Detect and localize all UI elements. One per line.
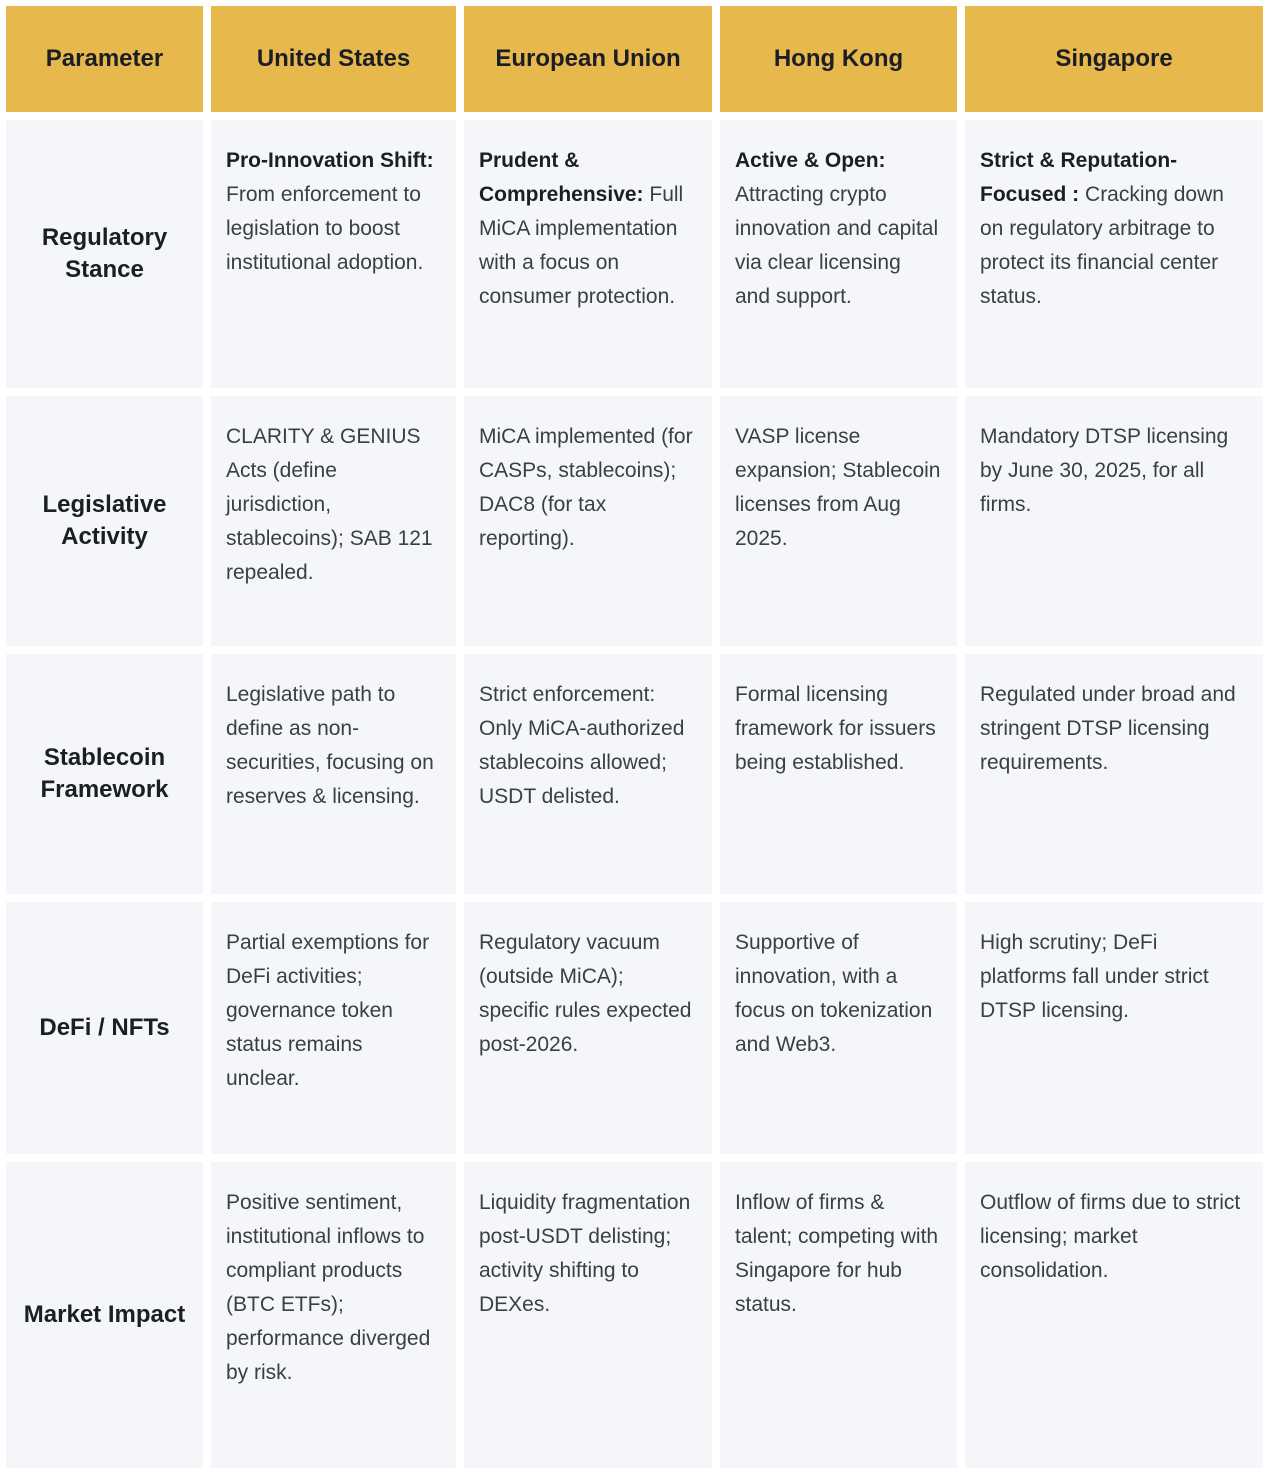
cell-text: Partial exemptions for DeFi activities; governance token status remains unclear. (226, 931, 430, 1090)
cell-text: Outflow of firms due to strict licensing; market consolidation. (980, 1191, 1241, 1282)
row-header-legislative-activity: Legislative Activity (6, 396, 203, 646)
cell-text: From enforcement to legislation to boost institutional adoption. (226, 183, 424, 274)
cell-defi-nfts-european-union (464, 902, 712, 1154)
cell-lead: Pro-Innovation Shift: (226, 149, 434, 172)
cell-regulatory-stance-european-union (464, 120, 712, 388)
cell-text: Mandatory DTSP licensing by June 30, 2025, for all firms. (980, 425, 1229, 516)
cell-market-impact-united-states (211, 1162, 456, 1468)
cell-text: Formal licensing framework for issuers being established. (735, 683, 936, 774)
cell-legislative-activity-singapore (965, 396, 1263, 646)
cell-text: Legislative path to define as non-securities, focusing on reserves & licensing. (226, 683, 434, 808)
cell-text: Cracking down on regulatory arbitrage to protect its financial center status. (980, 183, 1224, 308)
cell-market-impact-singapore (965, 1162, 1263, 1468)
column-header-hong-kong: Hong Kong (720, 6, 957, 112)
cell-text: Inflow of firms & talent; competing with Singapore for hub status. (735, 1191, 939, 1316)
column-header-singapore: Singapore (965, 6, 1263, 112)
row-header-defi-nfts: DeFi / NFTs (6, 902, 203, 1154)
cell-text: Attracting crypto innovation and capital via clear licensing and support. (735, 183, 939, 308)
row-header-regulatory-stance: Regulatory Stance (6, 120, 203, 388)
cell-lead: Active & Open: (735, 149, 886, 172)
cell-text: Strict enforcement: Only MiCA-authorized stablecoins allowed; USDT delisted. (479, 683, 685, 808)
cell-text: High scrutiny; DeFi platforms fall under strict DTSP licensing. (980, 931, 1209, 1022)
cell-lead: Prudent & Comprehensive: (479, 149, 644, 206)
cell-text: Supportive of innovation, with a focus on tokenization and Web3. (735, 931, 933, 1056)
cell-defi-nfts-singapore (965, 902, 1263, 1154)
row-header-stablecoin-framework: Stablecoin Framework (6, 654, 203, 894)
cell-stablecoin-framework-singapore (965, 654, 1263, 894)
cell-defi-nfts-united-states (211, 902, 456, 1154)
comparison-table (6, 6, 1263, 1472)
cell-legislative-activity-united-states (211, 396, 456, 646)
cell-text: CLARITY & GENIUS Acts (define jurisdiction, stablecoins); SAB 121 repealed. (226, 425, 433, 584)
cell-regulatory-stance-singapore (965, 120, 1263, 388)
column-header-european-union: European Union (464, 6, 712, 112)
cell-text: MiCA implemented (for CASPs, stablecoins); DAC8 (for tax reporting). (479, 425, 693, 550)
cell-defi-nfts-hong-kong (720, 902, 957, 1154)
cell-lead: Strict & Reputation-Focused : (980, 149, 1178, 206)
cell-text: Full MiCA implementation with a focus on consumer protection. (479, 183, 684, 308)
column-header-united-states: United States (211, 6, 456, 112)
cell-stablecoin-framework-european-union (464, 654, 712, 894)
cell-text: VASP license expansion; Stablecoin licenses from Aug 2025. (735, 425, 941, 550)
cell-regulatory-stance-united-states (211, 120, 456, 388)
cell-market-impact-hong-kong (720, 1162, 957, 1468)
cell-legislative-activity-hong-kong (720, 396, 957, 646)
cell-legislative-activity-european-union (464, 396, 712, 646)
cell-market-impact-european-union (464, 1162, 712, 1468)
cell-text: Regulatory vacuum (outside MiCA); specific rules expected post-2026. (479, 931, 692, 1056)
cell-stablecoin-framework-united-states (211, 654, 456, 894)
cell-stablecoin-framework-hong-kong (720, 654, 957, 894)
row-header-market-impact: Market Impact (6, 1162, 203, 1468)
column-header-parameter: Parameter (6, 6, 203, 112)
cell-text: Liquidity fragmentation post-USDT delisting; activity shifting to DEXes. (479, 1191, 691, 1316)
cell-text: Positive sentiment, institutional inflows to compliant products (BTC ETFs); performance diverged by risk. (226, 1191, 431, 1384)
cell-text: Regulated under broad and stringent DTSP licensing requirements. (980, 683, 1236, 774)
cell-regulatory-stance-hong-kong (720, 120, 957, 388)
